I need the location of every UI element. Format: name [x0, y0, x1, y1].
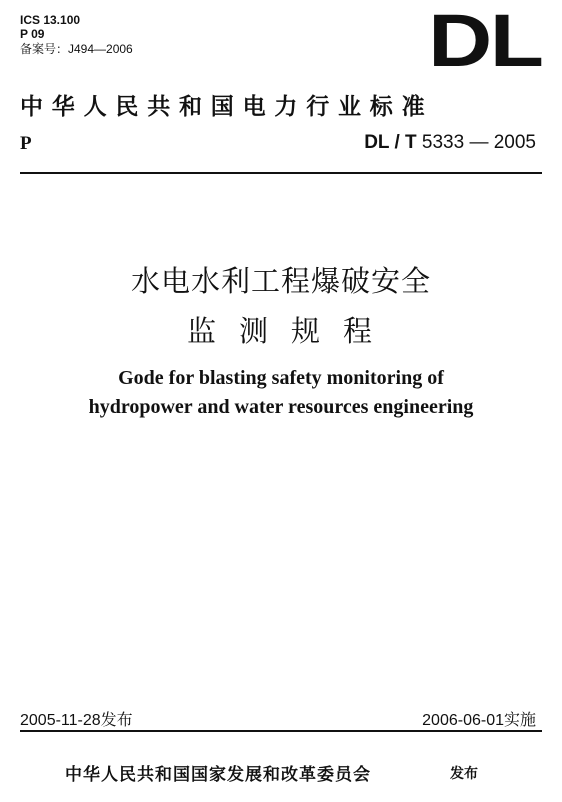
document-title-cn-line1: 水电水利工程爆破安全 — [130, 264, 431, 298]
dl-logo: DL — [428, 0, 542, 82]
document-title-en-line1: Gode for blasting safety monitoring of — [118, 367, 444, 389]
standard-number-prefix: DL / T — [364, 132, 417, 153]
implementation-date: 2006-06-01实施 — [422, 712, 536, 729]
standard-number — [364, 132, 536, 154]
standard-number-value: 5333 — 2005 — [421, 132, 536, 153]
top-divider — [20, 172, 542, 174]
standard-title: 中华人民共和国电力行业标准 — [20, 93, 434, 120]
standard-category: P — [20, 133, 32, 154]
document-title-cn-line2: 监测规程 — [186, 314, 395, 348]
issue-date: 2005-11-28发布 — [20, 712, 133, 729]
ics-code: ICS 13.100 — [20, 13, 81, 27]
issuing-authority: 中华人民共和国国家发展和改革委员会 — [65, 765, 371, 785]
category-code: P 09 — [20, 27, 45, 41]
document-title-en-line2: hydropower and water resources engineering — [88, 396, 474, 418]
issued-label: 发布 — [450, 766, 478, 782]
bottom-divider — [20, 730, 542, 732]
filing-number: 备案号：J494—2006 — [20, 42, 133, 56]
